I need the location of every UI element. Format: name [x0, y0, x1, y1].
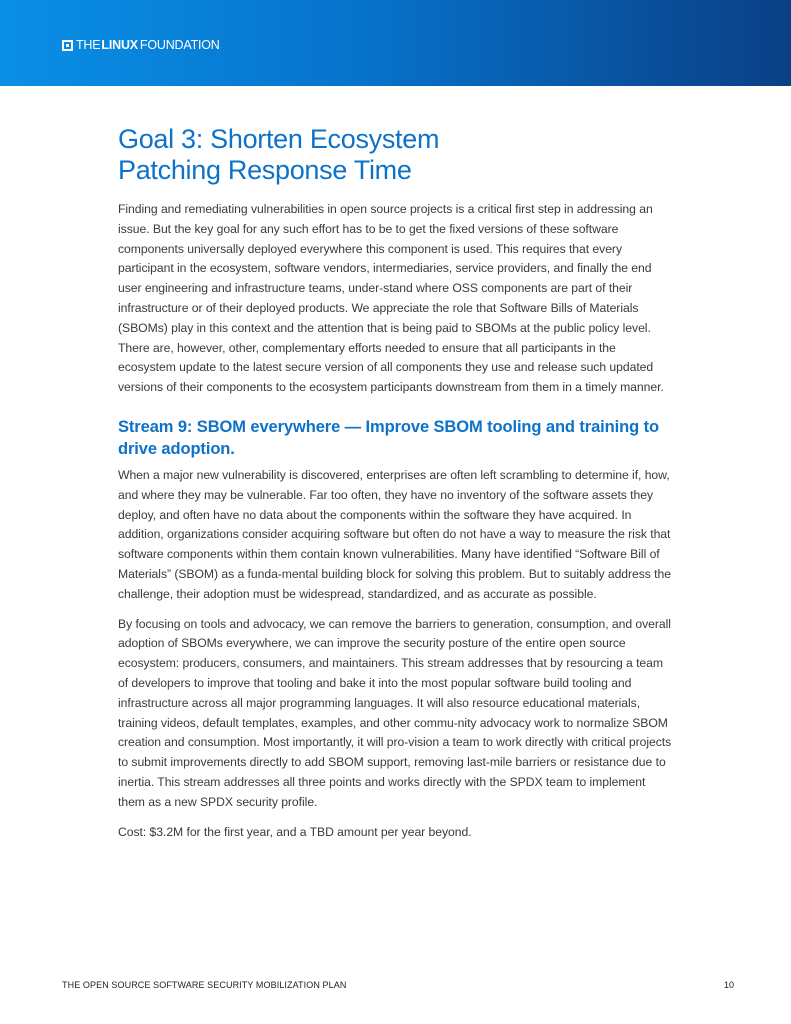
linux-foundation-logo	[62, 37, 220, 53]
page-title-line-1: Goal 3: Shorten Ecosystem	[118, 124, 440, 154]
page-title	[118, 124, 674, 186]
header-banner	[0, 0, 791, 86]
footer-page-number: 10	[723, 980, 734, 990]
intro-paragraph: Finding and remediating vulnerabilities in open source projects is a critical first step in addressing an issue. But the key goal for any such effort has to be to get the fixed versions of these software components universally deployed everywhere this component is used. This requires that every participant in the ecosystem, software vendors, intermediaries, service providers, and finally the end user engineering and infrastructure teams, under-stand where OSS components are part of their infrastructure or of their deployed products. We appreciate the role that Software Bills of Materials (SBOMs) play in this context and the attention that is being paid to SBOMs at the public policy level. There are, however, other, complementary efforts needed to ensure that all participants in the ecosystem update to the latest secure version of all components they use and release such updated versions of their components to the ecosystem participants downstream from them in a timely manner.	[118, 202, 664, 395]
cost-paragraph: Cost: $3.2M for the first year, and a TBD amount per year beyond.	[118, 824, 472, 839]
page-title-line-2: Patching Response Time	[118, 155, 412, 185]
stream-paragraph-2: By focusing on tools and advocacy, we can remove the barriers to generation, consumption, and overall adoption of SBOMs everywhere, we can improve the security posture of the entire open source ecosystem: producers, consumers, and maintainers. This stream addresses that by resourcing a team of developers to improve that tooling and bake it into the most popular software build tooling and infrastructure across all major programming languages. It will also resource educational materials, training videos, default templates, examples, and other commu-nity advocacy work to normalize SBOM creation and consumption. Most importantly, it will pro-vision a team to work directly with critical projects to submit improvements directly to add SBOM support, removing last-mile barriers or resistance due to inertia. This stream addresses all three points and works directly with the SPDX team to implement them as a new SPDX security profile.	[118, 616, 672, 809]
page-content	[118, 124, 674, 842]
linux-foundation-logo-icon	[62, 40, 73, 51]
footer-document-title: THE OPEN SOURCE SOFTWARE SECURITY MOBILIZATION PLAN	[62, 980, 347, 990]
logo-text-suffix: FOUNDATION	[139, 38, 220, 52]
stream-paragraph-1: When a major new vulnerability is discovered, enterprises are often left scrambling to determine if, how, and where they may be vulnerable. Far too often, they have no inventory of the software assets they deploy, and often have no data about the components within the software they have acquired. In addition, organizations consider acquiring software but often do not have a way to measure the risk that software components within them contain known vulnerabilities. Many have identified “Software Bill of Materials” (SBOM) as a funda-mental building block for solving this problem. But to suitably address the challenge, their adoption must be widespread, standardized, and as accurate as possible.	[118, 467, 671, 601]
stream-heading: Stream 9: SBOM everywhere — Improve SBOM tooling and training to drive adoption.	[118, 417, 659, 458]
logo-text-prefix: THE	[76, 38, 101, 52]
logo-text-bold: LINUX	[101, 38, 138, 52]
